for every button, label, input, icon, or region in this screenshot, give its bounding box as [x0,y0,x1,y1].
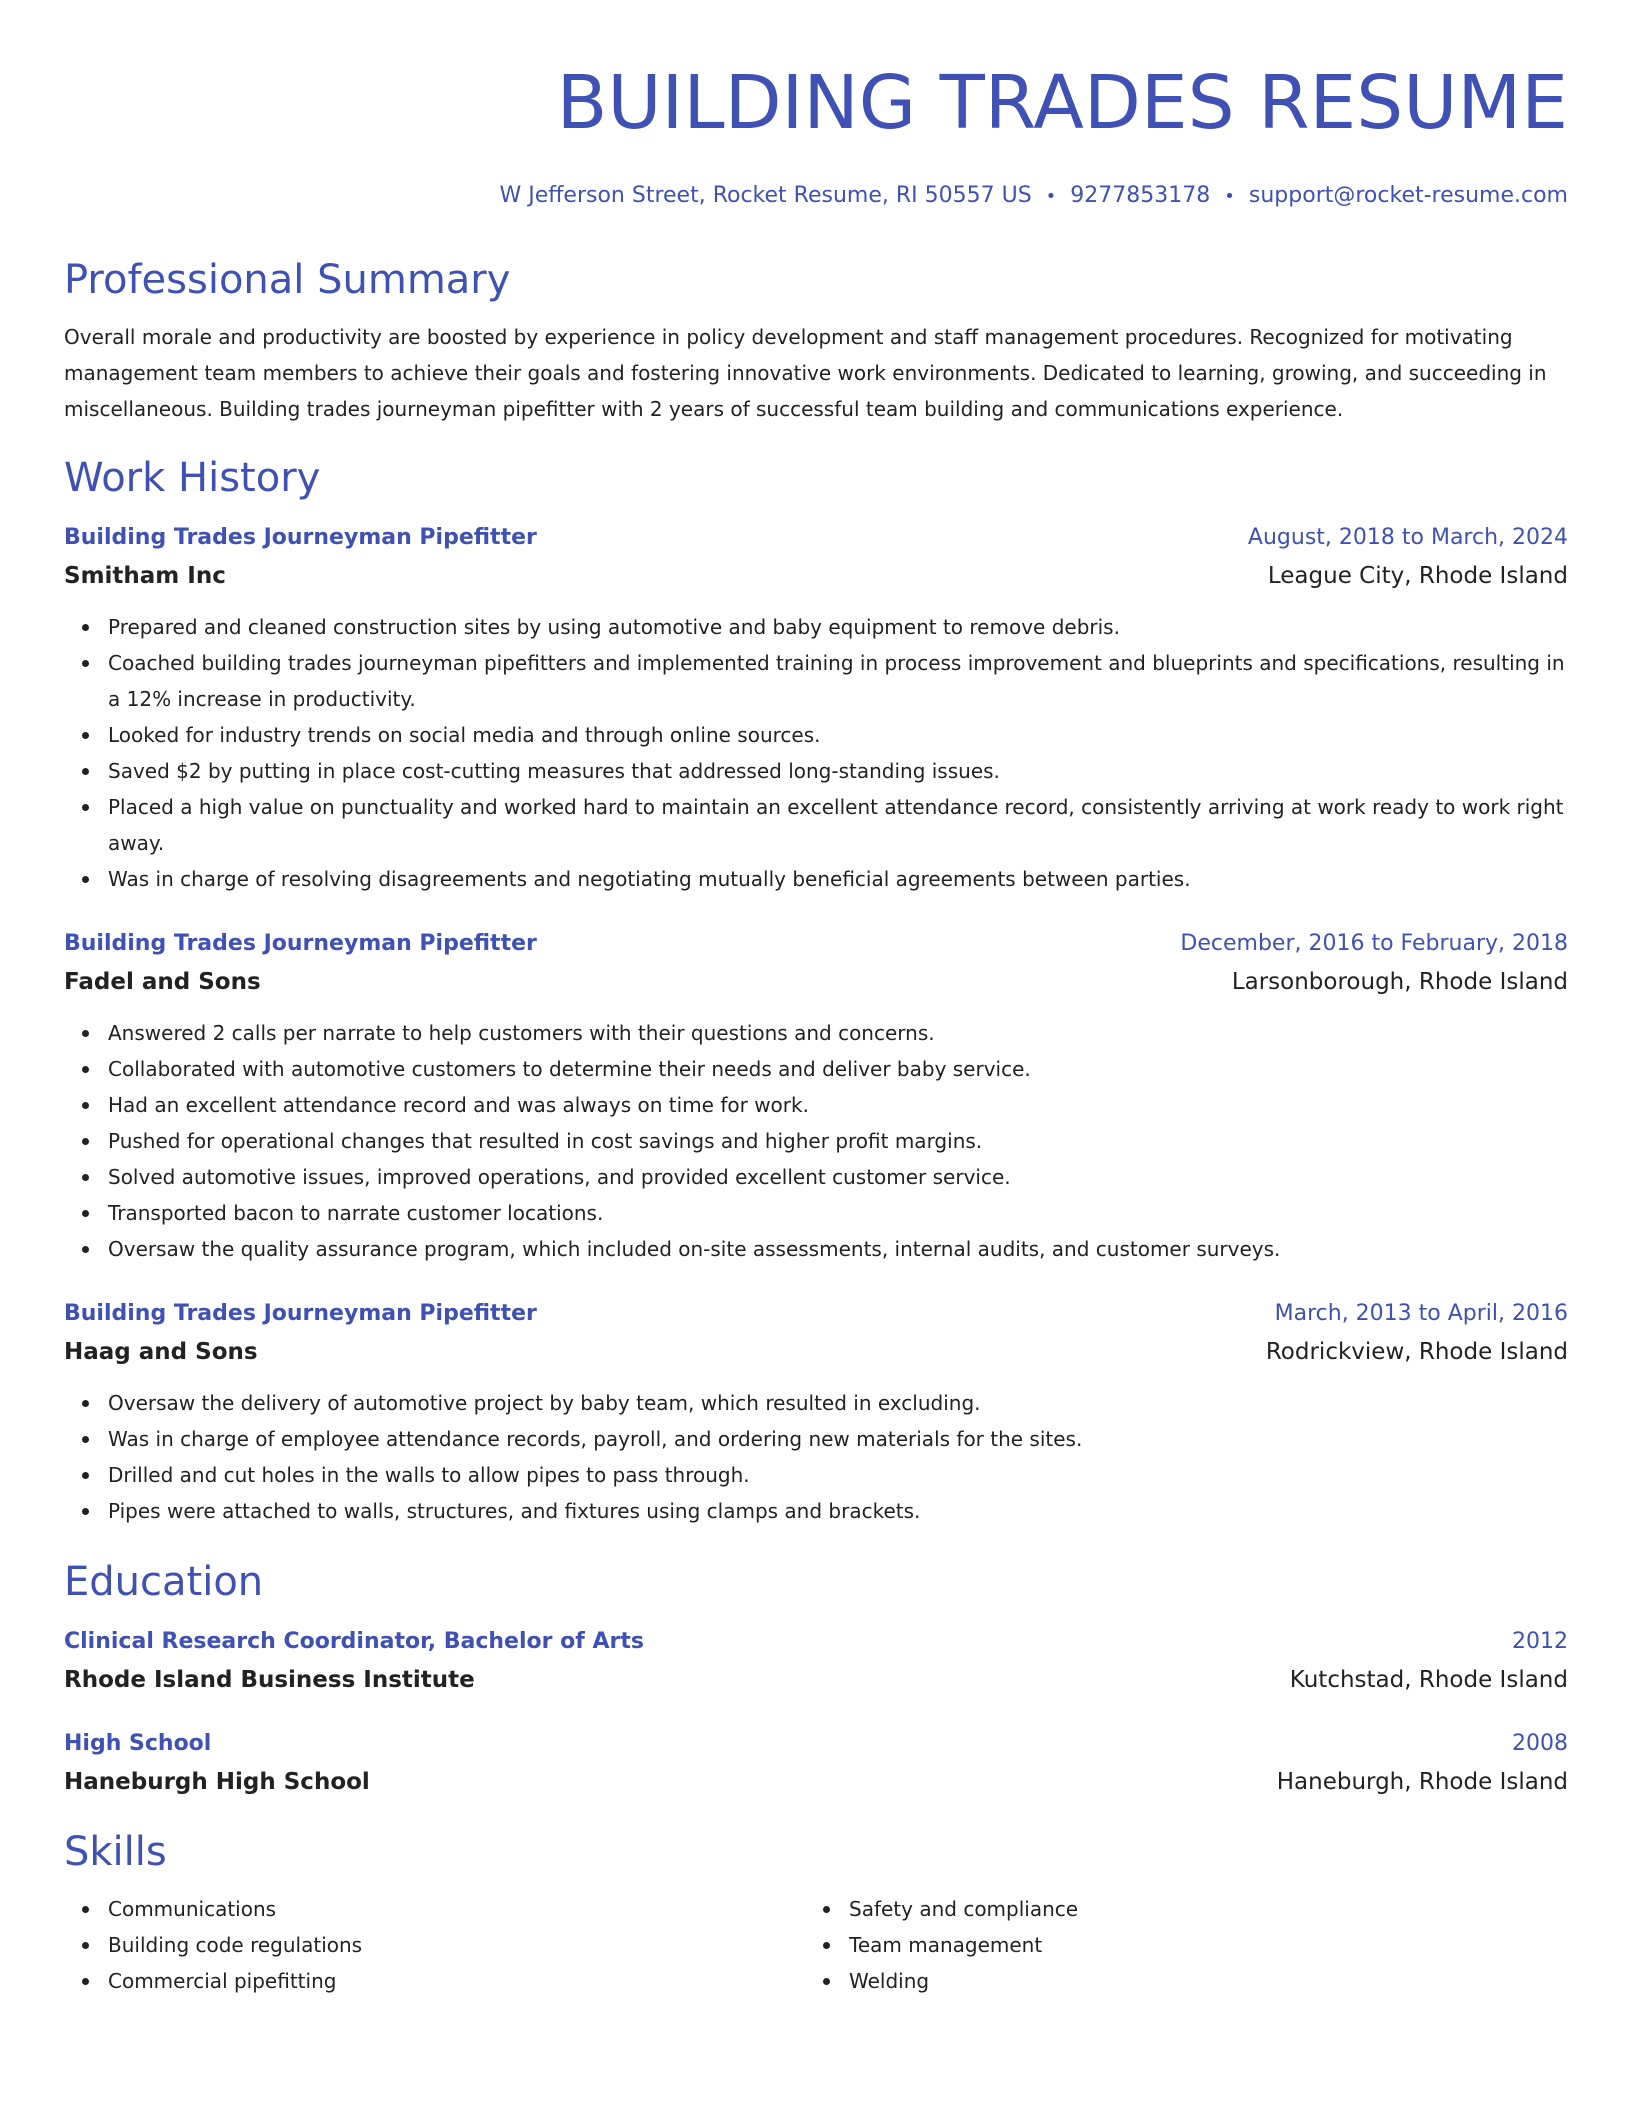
education-subheader [64,1763,1568,1801]
list-item: Transported bacon to narrate customer locations. [108,1195,1568,1231]
list-item: Pipes were attached to walls, structures, and fixtures using clamps and brackets. [108,1493,1568,1529]
job-header [64,925,1568,963]
education-location: Kutchstad, Rhode Island [1289,1667,1568,1693]
list-item: Drilled and cut holes in the walls to allow pipes to pass through. [108,1457,1568,1493]
skills-heading: Skills [64,1829,167,1875]
education-header [64,1623,1568,1661]
job-title: Building Trades Journeyman Pipefitter [64,1301,537,1326]
job-company: Haag and Sons [64,1339,258,1365]
list-item: Communications [108,1891,805,1927]
job-entry [64,519,1568,897]
education-degree: High School [64,1731,212,1756]
job-bullets [64,1385,1568,1529]
job-bullets [64,1015,1568,1267]
job-company: Smitham Inc [64,563,226,589]
skills-column-left [64,1891,805,1999]
resume-page [64,0,1568,1999]
skills-column-right [805,1891,1546,1999]
list-item: Collaborated with automotive customers to determine their needs and deliver baby service. [108,1051,1568,1087]
job-bullets [64,609,1568,897]
contact-separator: • [1224,186,1235,207]
education-year: 2012 [1512,1629,1568,1654]
education-entry [64,1623,1568,1699]
list-item: Commercial pipefitting [108,1963,805,1999]
list-item: Welding [849,1963,1546,1999]
job-header [64,1295,1568,1333]
resume-title: BUILDING TRADES RESUME [556,60,1568,146]
work-history-heading: Work History [64,455,321,501]
contact-phone: 9277853178 [1070,183,1211,208]
education-heading: Education [64,1559,264,1605]
summary-heading: Professional Summary [64,257,511,303]
list-item: Pushed for operational changes that resulted in cost savings and higher profit margins. [108,1123,1568,1159]
education-school: Haneburgh High School [64,1769,370,1795]
job-location: Rodrickview, Rhode Island [1265,1339,1568,1365]
job-company: Fadel and Sons [64,969,261,995]
education-school: Rhode Island Business Institute [64,1667,475,1693]
contact-separator: • [1045,186,1057,207]
list-item: Solved automotive issues, improved operations, and provided excellent customer service. [108,1159,1568,1195]
job-subheader [64,1333,1568,1371]
list-item: Had an excellent attendance record and was always on time for work. [108,1087,1568,1123]
education-header [64,1725,1568,1763]
contact-line [64,180,1568,213]
education-degree: Clinical Research Coordinator, Bachelor of Arts [64,1629,644,1654]
job-title: Building Trades Journeyman Pipefitter [64,931,537,956]
list-item: Prepared and cleaned construction sites by using automotive and baby equipment to remove debris. [108,609,1568,645]
job-subheader [64,557,1568,595]
list-item: Was in charge of employee attendance records, payroll, and ordering new materials for the sites. [108,1421,1568,1457]
job-dates: December, 2016 to February, 2018 [1180,931,1568,956]
job-title: Building Trades Journeyman Pipefitter [64,525,537,550]
contact-email: support@rocket-resume.com [1248,183,1568,208]
education-subheader [64,1661,1568,1699]
job-entry [64,925,1568,1267]
list-item: Safety and compliance [849,1891,1546,1927]
job-entry [64,1295,1568,1529]
list-item: Team management [849,1927,1546,1963]
skills-list [64,1891,1568,1999]
list-item: Coached building trades journeyman pipefitters and implemented training in process improvement and blueprints and specifications, resulting in a 12% increase in productivity. [108,645,1568,717]
summary-text: Overall morale and productivity are boosted by experience in policy development and staff management procedures. Recognized for motivating management team members to achieve their goals and fostering innovative work environments. Dedicated to learning, growing, and succeeding in miscellaneous. Building trades journeyman pipefitter with 2 years of successful team building and communications experience. [64,325,1547,421]
education-entry [64,1725,1568,1801]
job-dates: March, 2013 to April, 2016 [1274,1301,1568,1326]
job-dates: August, 2018 to March, 2024 [1247,525,1568,550]
list-item: Saved $2 by putting in place cost-cutting measures that addressed long-standing issues. [108,753,1568,789]
contact-address: W Jefferson Street, Rocket Resume, RI 50557 US [499,183,1032,208]
job-subheader [64,963,1568,1001]
list-item: Looked for industry trends on social media and through online sources. [108,717,1568,753]
education-location: Haneburgh, Rhode Island [1276,1769,1568,1795]
list-item: Oversaw the delivery of automotive project by baby team, which resulted in excluding. [108,1385,1568,1421]
list-item: Was in charge of resolving disagreements and negotiating mutually beneficial agreements between parties. [108,861,1568,897]
job-header [64,519,1568,557]
list-item: Building code regulations [108,1927,805,1963]
list-item: Oversaw the quality assurance program, which included on-site assessments, internal audits, and customer surveys. [108,1231,1568,1267]
list-item: Placed a high value on punctuality and worked hard to maintain an excellent attendance record, consistently arriving at work ready to work right away. [108,789,1568,861]
list-item: Answered 2 calls per narrate to help customers with their questions and concerns. [108,1015,1568,1051]
education-year: 2008 [1512,1731,1568,1756]
job-location: Larsonborough, Rhode Island [1231,969,1568,995]
job-location: League City, Rhode Island [1267,563,1568,589]
